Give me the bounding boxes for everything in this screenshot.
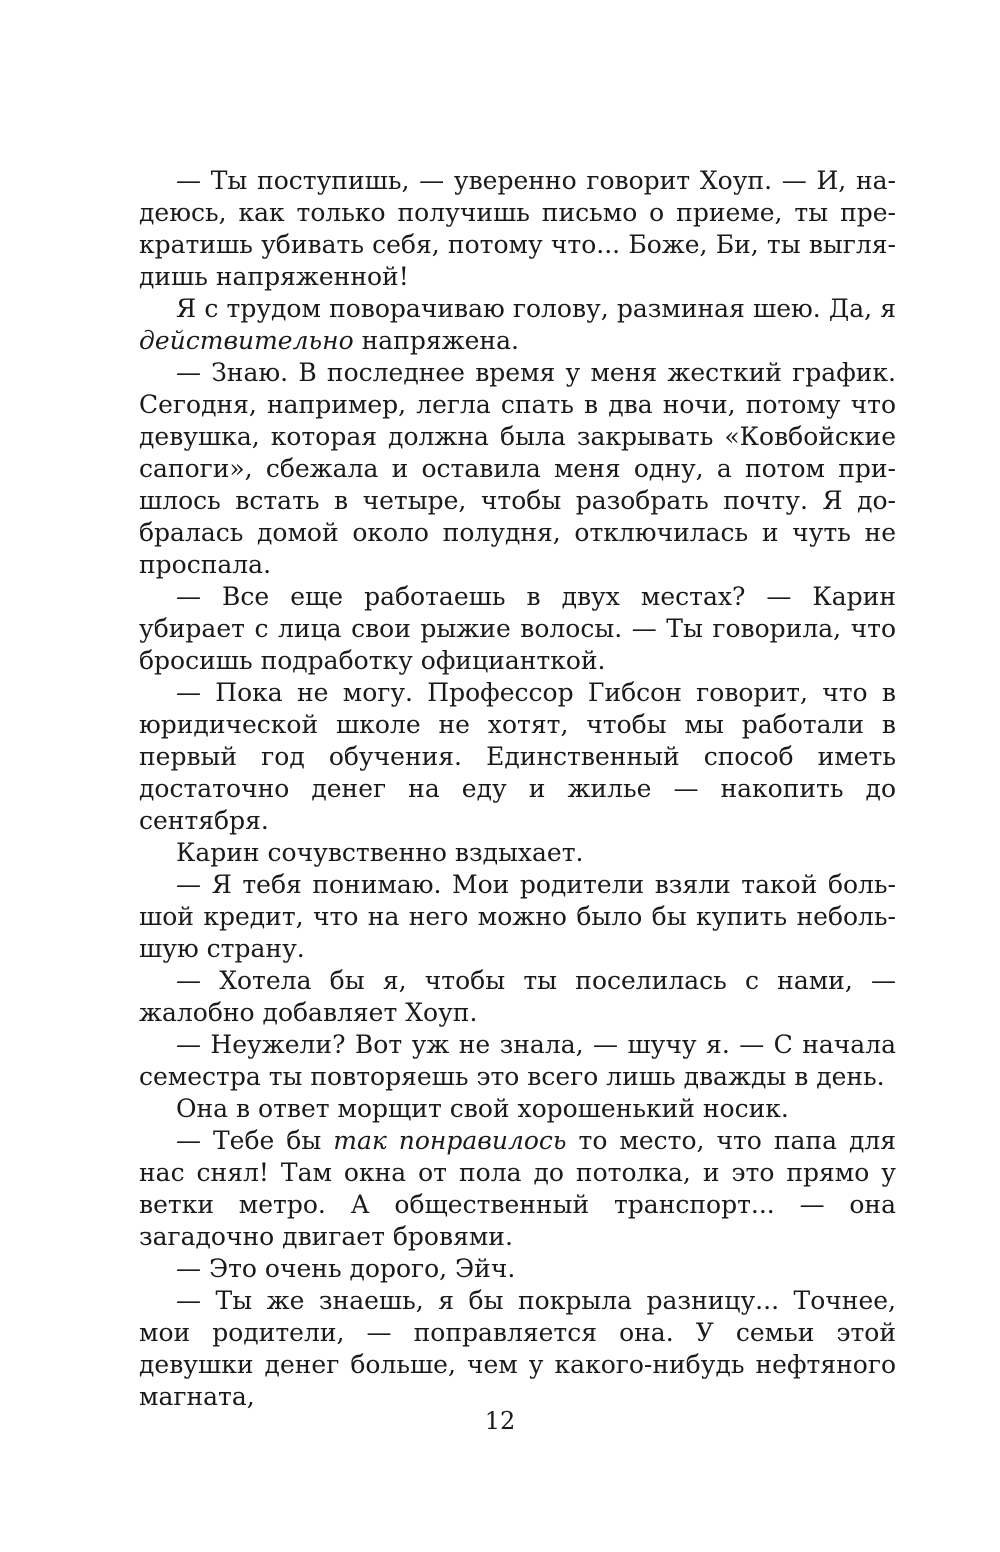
- text-run: — Хотела бы я, чтобы ты поселилась с нами, — жалобно добавляет Хоуп.: [139, 966, 896, 1027]
- text-run: Карин сочувственно вздыхает.: [176, 838, 584, 867]
- paragraph: [139, 1253, 896, 1285]
- paragraph: [139, 837, 896, 869]
- paragraph: [139, 677, 896, 837]
- paragraph: [139, 357, 896, 581]
- page-number: 12: [484, 1407, 516, 1435]
- italic-text-run: действительно: [139, 326, 354, 355]
- text-run: то место, что папа для нас снял! Там окна от пола до потолка, и это прямо у ветки метро. А общественный транспорт... — она загадочно двигает бровями.: [139, 1126, 897, 1251]
- paragraph: [139, 293, 896, 357]
- text-run: — Ты же знаешь, я бы покрыла разницу... Точнее, мои родители, — поправляется она. У семьи этой девушки денег больше, чем у какого-нибудь нефтяного магната,: [139, 1286, 896, 1411]
- text-run: — Тебе бы: [176, 1126, 334, 1155]
- paragraph: [139, 965, 896, 1029]
- paragraph: [139, 1029, 896, 1093]
- text-run: — Знаю. В последнее время у меня жесткий график. Сегодня, например, легла спать в два ночи, потому что девушка, которая должна была закрывать «Ковбойские сапоги», сбежала и оставила меня одну, а потом пришлось встать в четыре, чтобы разобрать почту. Я добралась домой около полудня, отключилась и чуть не проспала.: [139, 358, 896, 579]
- text-run: — Неужели? Вот уж не знала, — шучу я. — С начала семестра ты повторяешь это всего лишь дважды в день.: [139, 1030, 896, 1091]
- text-run: — Пока не могу. Профессор Гибсон говорит, что в юридической школе не хотят, чтобы мы работали в первый год обучения. Единственный способ иметь достаточно денег на еду и жилье — накопить до сентября.: [139, 678, 896, 835]
- paragraph: [139, 869, 896, 965]
- page-body: [139, 165, 896, 1413]
- paragraph: [139, 1285, 896, 1413]
- text-run: — Я тебя понимаю. Мои родители взяли такой большой кредит, что на него можно было бы купить небольшую страну.: [139, 870, 896, 963]
- paragraph: [139, 1125, 896, 1253]
- paragraph: [139, 165, 896, 293]
- italic-text-run: так понравилось: [333, 1126, 567, 1155]
- paragraph: [139, 1093, 896, 1125]
- text-run: — Все еще работаешь в двух местах? — Карин убирает с лица свои рыжие волосы. — Ты говорила, что бросишь подработку официанткой.: [139, 582, 896, 675]
- text-run: — Это очень дорого, Эйч.: [176, 1254, 516, 1283]
- text-run: напряжена.: [353, 326, 519, 355]
- text-run: — Ты поступишь, — уверенно говорит Хоуп. — И, надеюсь, как только получишь письмо о приеме, ты прекратишь убивать себя, потому что... Боже, Би, ты выглядишь напряженной!: [139, 166, 896, 291]
- text-run: Она в ответ морщит свой хорошенький носик.: [176, 1094, 789, 1123]
- paragraph: [139, 581, 896, 677]
- text-run: Я с трудом поворачиваю голову, разминая шею. Да, я: [176, 294, 896, 323]
